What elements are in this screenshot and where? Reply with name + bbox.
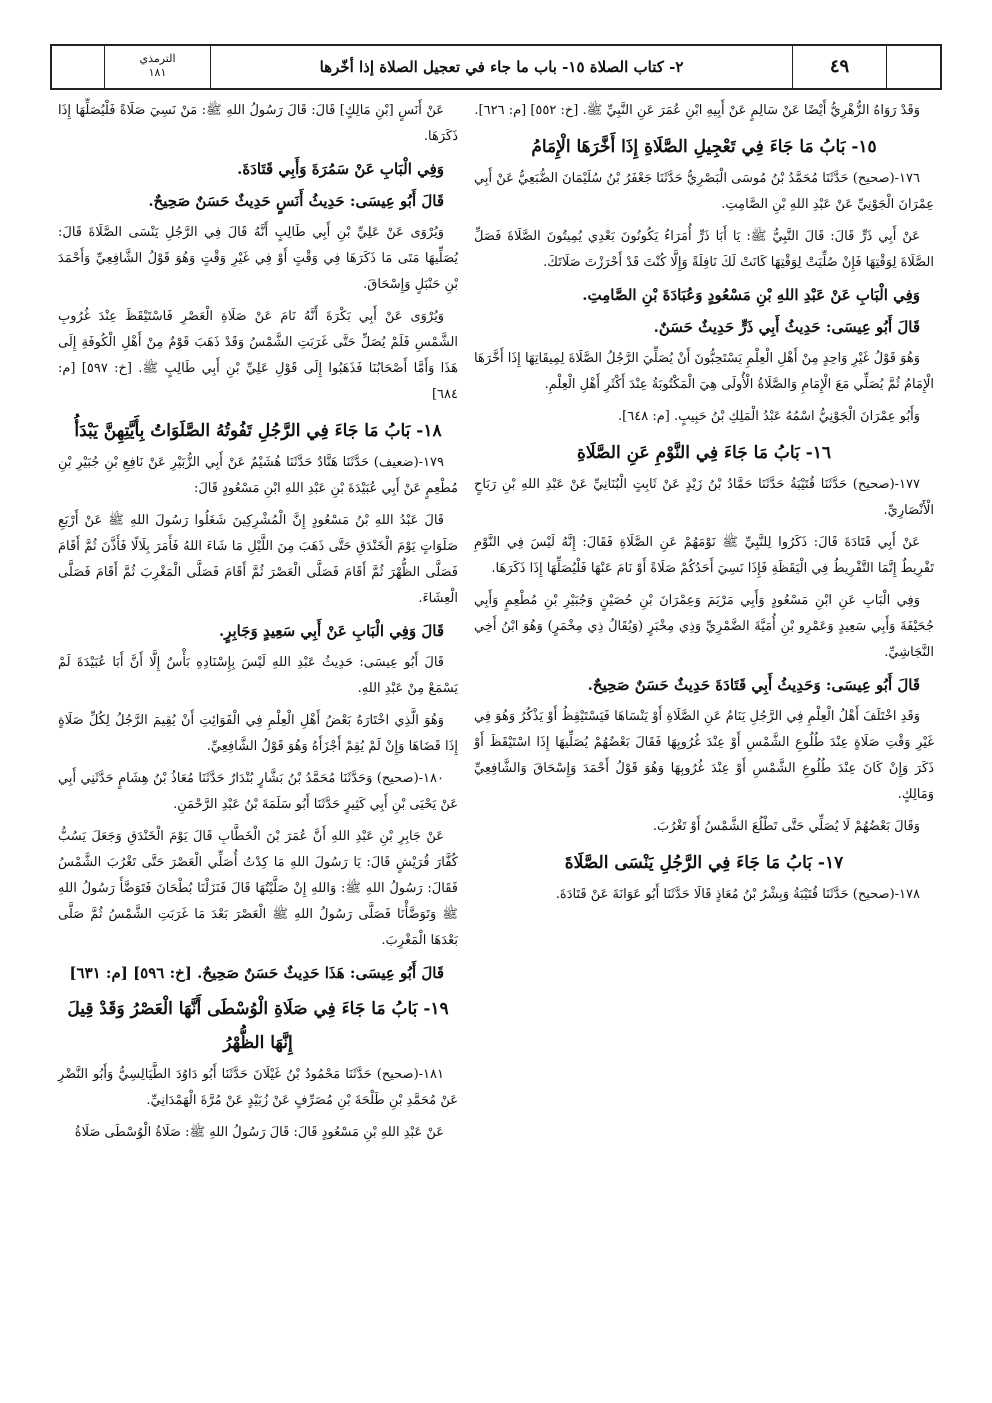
abu-isa-grading: قَالَ أَبُو عِيسَى: حَدِيثُ أَنَسٍ حَدِيثٌ حَسَنٌ صَحِيحٌ. [148, 192, 444, 210]
abu-isa-grading: قَالَ أَبُو عِيسَى: حَدِيثُ عَبْدِ اللهِ لَيْسَ بِإِسْنَادِهِ بَأْسٌ إِلَّا أَنَّ أَبَا عُبَيْدَةَ لَمْ يَسْمَعْ مِنْ عَبْدِ اللهِ. [58, 655, 458, 696]
header-reference [104, 46, 210, 88]
hadith-matn: عَنْ أَنَسٍ [بْنِ مَالِكٍ] قَالَ: قَالَ رَسُولُ اللهِ ﷺ: مَنْ نَسِيَ صَلَاةً فَلْيُصَلِّهَا إِذَا ذَكَرَهَا. [58, 103, 458, 144]
paragraph: وَيُرْوَى عَنْ عَلِيِّ بْنِ أَبِي طَالِبٍ أَنَّهُ قَالَ فِي الرَّجُلِ يَنْسَى الصَّلَاةَ قَالَ: يُصَلِّيهَا مَتَى مَا ذَكَرَهَا فِي وَقْتٍ أَوْ فِي غَيْرِ وَقْتٍ وَهُوَ قَوْلُ الشَّافِعِيِّ وَأَحْمَدَ بْنِ حَنْبَلٍ وَإِسْحَاقَ. [58, 225, 458, 292]
paragraph: وَهُوَ قَوْلُ غَيْرِ وَاحِدٍ مِنْ أَهْلِ الْعِلْمِ يَسْتَحِبُّونَ أَنْ يُصَلِّيَ الرَّجُلُ الصَّلَاةَ لِمِيقَاتِهَا إِذَا أَخَّرَهَا الْإِمَامُ ثُمَّ يُصَلِّي مَعَ الْإِمَامِ وَالصَّلَاةُ الْأُولَى هِيَ الْمَكْتُوبَةُ عِنْدَ أَكْثَرِ أَهْلِ الْعِلْمِ. [474, 351, 934, 392]
header-ref-book: الترمذي [139, 52, 176, 65]
hadith-isnad: ١٧٦-(صحيح) حَدَّثَنَا مُحَمَّدُ بْنُ مُوسَى الْبَصْرِيُّ حَدَّثَنَا جَعْفَرُ بْنُ سُلَيْمَانَ الضُّبَعِيُّ عَنْ أَبِي عِمْرَانَ الْجَوْنِيِّ عَنْ عَبْدِ اللهِ بْنِ الصَّامِتِ. [474, 171, 934, 212]
chapter-heading-16: ١٦- بَابُ مَا جَاءَ فِي النَّوْمِ عَنِ الصَّلَاةِ [576, 443, 832, 463]
paragraph: وَقَالَ بَعْضُهُمْ لَا يُصَلِّي حَتَّى تَطْلُعَ الشَّمْسُ أَوْ تَغْرُبَ. [652, 819, 920, 834]
paragraph: وَهُوَ الَّذِي اخْتَارَهُ بَعْضُ أَهْلِ الْعِلْمِ فِي الْفَوَائِتِ أَنْ يُقِيمَ الرَّجُلُ لِكُلِّ صَلَاةٍ إِذَا قَضَاهَا وَإِنْ لَمْ يُقِمْ أَجْزَأَهُ وَهُوَ قَوْلُ الشَّافِعِيِّ. [58, 713, 458, 754]
bab-note: وَفِي الْبَابِ عَنْ سَمُرَةَ وَأَبِي قَتَادَةَ. [237, 160, 444, 178]
running-header [50, 44, 942, 90]
chapter-heading-15: ١٥- بَابُ مَا جَاءَ فِي تَعْجِيلِ الصَّلَاةِ إِذَا أَخَّرَهَا الْإِمَامُ [531, 137, 877, 157]
hadith-matn: عَنْ جَابِرِ بْنِ عَبْدِ اللهِ أَنَّ عُمَرَ بْنَ الْخَطَّابِ قَالَ يَوْمَ الْخَنْدَقِ وَجَعَلَ يَسُبُّ كُفَّارَ قُرَيْشٍ قَالَ: يَا رَسُولَ اللهِ مَا كِدْتُ أُصَلِّي الْعَصْرَ حَتَّى تَغْرُبَ الشَّمْسُ فَقَالَ: رَسُولُ اللهِ ﷺ: وَاللهِ إِنْ صَلَّيْتُهَا قَالَ فَنَزَلْنَا بُطْحَانَ فَتَوَضَّأَ رَسُولُ اللهِ ﷺ وَتَوَضَّأْنَا فَصَلَّى رَسُولُ اللهِ ﷺ الْعَصْرَ بَعْدَ مَا غَرَبَتِ الشَّمْسُ ثُمَّ صَلَّى بَعْدَهَا الْمَغْرِبَ. [58, 829, 458, 948]
header-blank-cell [886, 46, 940, 88]
hadith-isnad: ١٨٠-(صحيح) وَحَدَّثَنَا مُحَمَّدُ بْنُ بَشَّارٍ بُنْدَارٌ حَدَّثَنَا مُعَاذُ بْنُ هِشَامٍ حَدَّثَنِي أَبِي عَنْ يَحْيَى بْنِ أَبِي كَثِيرٍ حَدَّثَنَا أَبُو سَلَمَةَ بْنُ عَبْدِ الرَّحْمَنِ. [58, 771, 458, 812]
header-title: ٢- كتاب الصلاة ١٥- باب ما جاء في تعجيل الصلاة إذا أخّرها [210, 46, 792, 88]
chapter-heading-19: ١٩- بَابُ مَا جَاءَ فِي صَلَاةِ الْوُسْطَى أَنَّهَا الْعَصْرُ وَقَدْ قِيلَ إِنَّهَا الظُّهْرُ [67, 999, 449, 1053]
paragraph: وَأَبُو عِمْرَانَ الْجَوْنِيُّ اسْمُهُ عَبْدُ الْمَلِكِ بْنُ حَبِيبٍ. [م: ٦٤٨]. [618, 409, 920, 424]
abu-isa-grading: قَالَ أَبُو عِيسَى: هَذَا حَدِيثٌ حَسَنٌ صَحِيحٌ. [خ: ٥٩٦] [م: ٦٣١] [69, 964, 444, 982]
hadith-isnad: ١٧٩-(ضعيف) حَدَّثَنَا هَنَّادٌ حَدَّثَنَا هُشَيْمٌ عَنْ أَبِي الزُّبَيْرِ عَنْ نَافِعِ بْنِ جُبَيْرِ بْنِ مُطْعِمٍ عَنْ أَبِي عُبَيْدَةَ بْنِ عَبْدِ اللهِ ابْنِ مَسْعُودٍ قَالَ: [58, 455, 458, 496]
header-ref-number: ١٨١ [148, 66, 167, 79]
paragraph: وَيُرْوَى عَنْ أَبِي بَكْرَةَ أَنَّهُ نَامَ عَنْ صَلَاةِ الْعَصْرِ فَاسْتَيْقَظَ عِنْدَ غُرُوبِ الشَّمْسِ فَلَمْ يُصَلِّ حَتَّى غَرَبَتِ الشَّمْسُ وَقَدْ ذَهَبَ قَوْمٌ مِنْ أَهْلِ الْكُوفَةِ إِلَى هَذَا وَأَمَّا أَصْحَابُنَا فَذَهَبُوا إِلَى قَوْلِ عَلِيِّ بْنِ أَبِي طَالِبٍ ﷺ. [خ: ٥٩٧] [م: ٦٨٤] [58, 309, 458, 402]
hadith-isnad: ١٧٨-(صحيح) حَدَّثَنَا قُتَيْبَةُ وَبِشْرُ بْنُ مُعَاذٍ قَالَا حَدَّثَنَا أَبُو عَوَانَةَ عَنْ قَتَادَةَ. [555, 887, 920, 902]
hadith-matn: عَنْ أَبِي قَتَادَةَ قَالَ: ذَكَرُوا لِلنَّبِيِّ ﷺ نَوْمَهُمْ عَنِ الصَّلَاةِ فَقَالَ: إِنَّهُ لَيْسَ فِي النَّوْمِ تَفْرِيطٌ إِنَّمَا التَّفْرِيطُ فِي الْيَقَظَةِ فَإِذَا نَسِيَ أَحَدُكُمْ صَلَاةً أَوْ نَامَ عَنْهَا فَلْيُصَلِّهَا إِذَا ذَكَرَهَا. [474, 535, 934, 576]
hadith-matn: عَنْ عَبْدِ اللهِ بْنِ مَسْعُودٍ قَالَ: قَالَ رَسُولُ اللهِ ﷺ: صَلَاةُ الْوُسْطَى صَلَاةُ [74, 1125, 444, 1140]
left-column [58, 98, 458, 1152]
chapter-heading-17: ١٧- بَابُ مَا جَاءَ فِي الرَّجُلِ يَنْسَى الصَّلَاةَ [564, 853, 844, 873]
hadith-matn: عَنْ أَبِي ذَرٍّ قَالَ: قَالَ النَّبِيُّ ﷺ: يَا أَبَا ذَرٍّ أُمَرَاءُ يَكُونُونَ بَعْدِي يُمِيتُونَ الصَّلَاةَ فَصَلِّ الصَّلَاةَ لِوَقْتِهَا فَإِنْ صُلِّيَتْ لِوَقْتِهَا كَانَتْ لَكَ نَافِلَةً وَإِلَّا كُنْتَ قَدْ أَحْرَزْتَ صَلَاتَكَ. [474, 229, 934, 270]
hadith-matn: قَالَ عَبْدُ اللهِ بْنُ مَسْعُودٍ إِنَّ الْمُشْرِكِينَ شَغَلُوا رَسُولَ اللهِ ﷺ عَنْ أَرْبَعِ صَلَوَاتٍ يَوْمَ الْخَنْدَقِ حَتَّى ذَهَبَ مِنَ اللَّيْلِ مَا شَاءَ اللهُ فَأَمَرَ بِلَالًا فَأَذَّنَ ثُمَّ أَقَامَ فَصَلَّى الظُّهْرَ ثُمَّ أَقَامَ فَصَلَّى الْعَصْرَ ثُمَّ أَقَامَ فَصَلَّى الْمَغْرِبَ ثُمَّ أَقَامَ فَصَلَّى الْعِشَاءَ. [58, 513, 458, 606]
bab-note: وَفِي الْبَابِ عَنِ ابْنِ مَسْعُودٍ وَأَبِي مَرْيَمَ وَعِمْرَانَ بْنِ حُصَيْنٍ وَجُبَيْرِ بْنِ مُطْعِمٍ وَأَبِي جُحَيْفَةَ وَأَبِي سَعِيدٍ وَعَمْرِو بْنِ أُمَيَّةَ الضَّمْرِيِّ وَذِي مِخْبَرٍ (وَيُقَالُ ذِي مِخْمَرٍ) وَهُوَ ابْنُ أَخِي النَّجَاشِيِّ. [474, 593, 934, 660]
paragraph: وَقَدْ رَوَاهُ الزُّهْرِيُّ أَيْضًا عَنْ سَالِمٍ عَنْ أَبِيهِ ابْنِ عُمَرَ عَنِ النَّبِيِّ ﷺ. [خ: ٥٥٢] [م: ٦٢٦]. [474, 103, 920, 118]
hadith-isnad: ١٨١-(صحيح) حَدَّثَنَا مَحْمُودُ بْنُ غَيْلَانَ حَدَّثَنَا أَبُو دَاوُدَ الطَّيَالِسِيُّ وَأَبُو النَّضْرِ عَنْ مُحَمَّدِ بْنِ طَلْحَةَ بْنِ مُصَرِّفٍ عَنْ زُبَيْدٍ عَنْ مُرَّةَ الْهَمْدَانِيِّ. [58, 1067, 458, 1108]
right-column [474, 98, 934, 914]
bab-note: قَالَ وَفِي الْبَابِ عَنْ أَبِي سَعِيدٍ وَجَابِرٍ. [218, 622, 444, 640]
abu-isa-grading: قَالَ أَبُو عِيسَى: حَدِيثُ أَبِي ذَرٍّ حَدِيثٌ حَسَنٌ. [653, 318, 920, 336]
abu-isa-grading: قَالَ أَبُو عِيسَى: وَحَدِيثُ أَبِي قَتَادَةَ حَدِيثٌ حَسَنٌ صَحِيحٌ. [587, 676, 920, 694]
header-blank-cell [52, 46, 104, 88]
chapter-heading-18: ١٨- بَابُ مَا جَاءَ فِي الرَّجُلِ تَفُوتُهُ الصَّلَوَاتُ بِأَيَّتِهِنَّ يَبْدَأُ [74, 421, 442, 441]
page-number: ٤٩ [792, 46, 886, 88]
bab-note: وَفِي الْبَابِ عَنْ عَبْدِ اللهِ بْنِ مَسْعُودٍ وَعُبَادَةَ بْنِ الصَّامِتِ. [582, 286, 920, 304]
hadith-isnad: ١٧٧-(صحيح) حَدَّثَنَا قُتَيْبَةُ حَدَّثَنَا حَمَّادُ بْنُ زَيْدٍ عَنْ ثَابِتٍ الْبُنَانِيِّ عَنْ عَبْدِ اللهِ بْنِ رَبَاحٍ الْأَنْصَارِيِّ. [474, 477, 934, 518]
paragraph: وَقَدِ اخْتَلَفَ أَهْلُ الْعِلْمِ فِي الرَّجُلِ يَنَامُ عَنِ الصَّلَاةِ أَوْ يَنْسَاهَا فَيَسْتَيْقِظُ أَوْ يَذْكُرُ وَهُوَ فِي غَيْرِ وَقْتِ صَلَاةٍ عِنْدَ طُلُوعِ الشَّمْسِ أَوْ عِنْدَ غُرُوبِهَا فَقَالَ بَعْضُهُمْ يُصَلِّيهَا إِذَا اسْتَيْقَظَ أَوْ ذَكَرَ وَإِنْ كَانَ عِنْدَ طُلُوعِ الشَّمْسِ أَوْ عِنْدَ غُرُوبِهَا وَهُوَ قَوْلُ أَحْمَدَ وَإِسْحَاقَ وَالشَّافِعِيِّ وَمَالِكٍ. [474, 709, 935, 802]
